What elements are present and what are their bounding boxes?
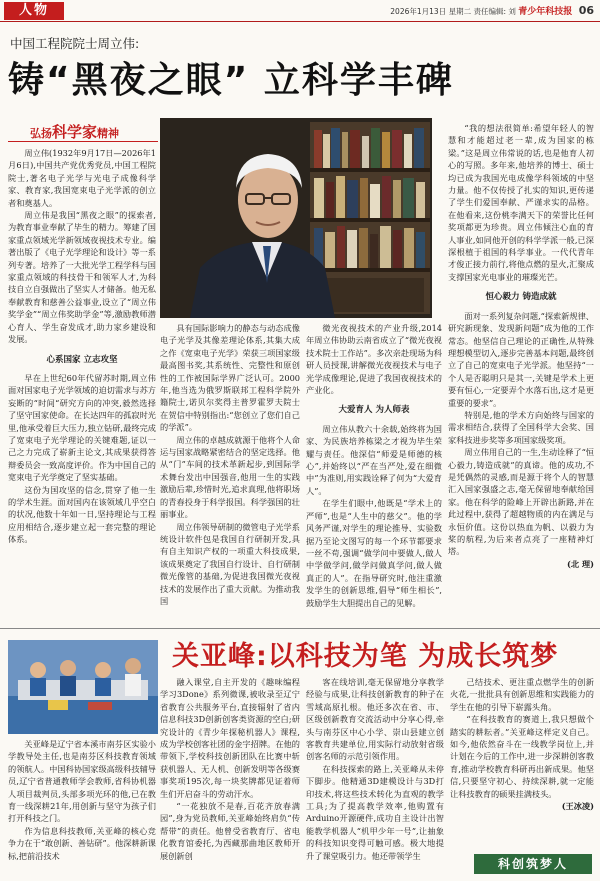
portrait-photo	[160, 118, 432, 318]
subheading-1: 心系国家 立志攻坚	[46, 354, 118, 365]
article1-col3: 微光夜视技术的产业升级,2014年周立伟协助云南省成立了“微光夜视技术院士工作站”。多次亲赴现场为科研人员授课,讲解微光夜视技术与电子光学成像理论,促进了我国夜视技术的产业化。 大爱育人 为人师表 周立伟从教六十余载,始终将为国家、为民族培养栋梁之才视为毕生荣耀与责任。他深信“师爱是师德的核心”,并始终以“严在当严处,爱在细微中”为准则,用实践诠释了何为“大爱育人”。 在学生们眼中,他既是“学术上的严师”,也是“人生中的慈父”。他的学风务严谨,对学生的理论推导、实验数据乃至论文图写的每一个环节都要求一丝不苟,强调“做学问中要做人,做人中学做学问,做学问做真学问,做人做真正的人”。在指导研究时,他注重激发学生的创新思维,倡导“师生相长”,鼓励学生大胆提出自己的见解。	[306, 323, 442, 608]
article1-col1: 周立伟(1932年9月17日—2026年1月6日),中国共产党优秀党员,中国工程院院士,著名电子光学与光电子成像科学家、教育家,我国宽束电子光学派的创立者和奠基人。 周立伟是我国“黑夜之眼”的探索者,为教育事业奉献了毕生的精力。筹建了国家重点领域光学新领域夜视技术专业。编著出版了《电子光学理论和设计》等一系列专著。培养了一大批光学工程学科与国家重点领域的科技骨干和领军人才,为科技自立自强做出了坚实人才储备。他无私奉献教育和慈善公益事业,设立了“周立伟奖学金”“周立伟奖助学金”等,激励教师潜心育人、学生奋发成才,助力家乡建设和发展。 心系国家 立志攻坚 早在上世纪60年代留苏时期,周立伟面对国家电子光学领域的迫切需求与苏方妄断的“时间“研究方向的冲突,毅然选择了坚守国家使命。在长达四年的孤寂时光里,他承受着巨大压力,独立钻研,最终完成了宽束电子光学理论的关键难题,证以一己之力完成了崭新主论文,其成果获得答辩委员会一致高度评价。作为中国自己的宽束电子光学奠定了坚实基础。 这份为国攻坚的信念,贯穿了他一生的学术生涯。面对国内在该领域几乎空白的状况,他数十年如一日,坚持理论与工程应用相结合,逐步建立起一套完整的理论体系。	[8, 148, 156, 545]
byline: (北 理)	[567, 558, 594, 569]
section-tag: 人物	[4, 2, 64, 20]
classroom-photo	[8, 640, 158, 734]
article1-col4: “我的想法很简单:希望年轻人的智慧和才能超过老一辈,成为国家的栋梁。”这是周立伟常说的话,也是他育人初心的写照。多年来,他培养的博士、硕士均已成为我国光电成像学科领域的中坚力量。他不仅传授了扎实的知识,更传递了学生们爱国奉献、严谨求实的品格。在他看来,这份桃李满天下的荣誉比任何奖项都更为珍贵。周立伟倾注心血的育人事业,如同他开创的科学学派一般,已深深根植于祖国的科学事业。一代代青年才俊正接力前行,将他点燃的星火,汇聚成支撑国家光电事业的璀璨光芒。 恒心毅力 铸造成就 面对一系列复杂问题,“探索新规律、研究新现象、发现新问题”成为他的工作常态。他坚信自己理论的正确性,从特殊理想模型切入,逐步完善基本问题,最终创立了自己的宽束电子光学派。他坚持“一个人是否聪明只是其一,关键是学术上更要有恒心,一定要弄个水落石出,这才是更重要的要求”。 特别是,他的学术方向始终与国家的需求相结合,获得了全国科学大会奖、国家科技进步奖等多项国家级奖项。 周立伟用自己的一生,生动诠释了“恒心毅力,铸造成就”的真谛。他的成功,不是凭偶然的灵感,而是源于将个人的智慧汇入国家强盛之志,毫无保留地奉献给国家。他在科学的险峰上开辟出新路,并在此过程中,获得了超越物质的内在满足与永恒价值。这份以热血为帆、以毅力为桨的航程,为后来者点亮了一座精神灯塔。 (北 理)	[448, 123, 594, 569]
article1-col2: 具有国际影响力的静态与动态成像电子光学及其像差理论体系,其集大成之作《宽束电子光学》荣获三项国家级最高图书奖,其系统性、完整性和原创性的工作被国际学界广泛认可。2000年,他当选为俄罗斯联邦工程科学院外籍院士,诺贝尔奖得主普罗霍罗夫院士在贺信中特别指出:“您创立了您们自己的学派”。 周立伟的卓越成就源于他将个人命运与国家战略紧密结合的坚定选择。他从“门”车间的技术革新起步,到国际学术舞台发出中国强音,他用一生的实践激励后辈,珍惜时光,追求真理,他将职场的青春投身于科学报国。科学强国的壮丽事业。 周立伟领导研制的微管电子光学系统设计软件包是我国自行研制开发,具有自主知识产权的一项重大科技成果,该成果奠定了我国自行设计、自行研制微光像管的基础,为促进我国微光夜视技术的发展作出了重大贡献。为推动我国	[160, 323, 300, 606]
article-divider	[0, 628, 600, 629]
article2-col3: 客在线培训,毫无保留地分享教学经验与成果,让科技创新教育的种子在雪域高原扎根。他还多次在省、市、区级创新教育交流活动中分享心得,牵头与南芬区中心小学、崇山县建立创客教育共建单位,用实际行动放射省级创客名师的示范引领作用。 在科技探索的路上,关亚峰从未停下脚步。他精通3D建模设计与3D打印技术,将这些技术转化为直观的教学工具;为了提高教学效率,他购置有Arduino开源硬件,成功自主设计出智能教学机器人“机甲少年一号”,让抽象的科技知识变得可触可感。极大地提升了课堂吸引力。他还带领学生	[306, 677, 444, 861]
article2-col2: 融入课堂,自主开发的《趣味编程 学习3Done》系列微课,被收录至辽宁省教育公共服务平台,直接辐射了省内信息科技3D创新创客类资源的空白;研究设计的《青少年探秘机器人》课程,成为学校创客社团的金字招牌。在他的带领下,学校科技创新团队在比赛中斩获机器人、无人机、创新发明等各级赛事奖项195次,每一块奖牌都见证着师生们开启奋斗的劳动汗水。 “一花独放不是春,百花齐放春满园”,身为党员教师,关亚峰始终肩负“传帮带”的责任。他曾受省教育厅、省电化教育馆委托,为西藏那曲地区教师开展创新创	[160, 677, 300, 861]
page-number: 06	[578, 4, 594, 17]
article2-col1: 关亚峰是辽宁省本溪市南芬区实验小学教导处主任,也是南芬区科技教育领域的领航人。中国科协国家级高级科技辅导员,辽宁省普通教师学会教师,省科协机器人项目裁判员,头部多项光环的他,已在教育一线深耕21年,用创新与坚守为孩子们打开科技之门。 作为信息科技教师,关亚峰的核心竞争力在于“敢创新、善钻研”。他深耕新课标,把前沿技术	[8, 739, 156, 861]
column-badge: 科创筑梦人	[474, 854, 592, 874]
article2-headline: 关亚峰:以科技为笔 为成长筑梦	[172, 641, 559, 672]
issue-weekday: 星期二	[448, 7, 472, 16]
classroom-illustration	[8, 640, 158, 734]
article-kicker: 中国工程院院士周立伟:	[10, 36, 140, 51]
spirit-label: 弘扬科学家精神	[30, 123, 120, 141]
masthead	[390, 4, 594, 17]
page-header	[0, 0, 600, 22]
spirit-rule	[8, 141, 158, 142]
article2-col4: 己结技术、更注重点燃学生的创新火花,一批批具有创新思维和实践能力的学生在他的引导下崭露头角。 “在科技教育的赛道上,我只想做个踏实的耕耘者。”关亚峰这样定义自己。如今,他依然奋斗在一线教学岗位上,并计划在今后的工作中,进一步深耕创客教育,推动学校教育科研再出新成果。他坚信,只要坚守初心、持续深耕,就一定能让科技教育的硕果挂满枝头。 (王冰凌)	[450, 677, 594, 812]
byline-2: (王冰凌)	[561, 801, 594, 812]
subheading-3: 恒心毅力 铸造成就	[485, 292, 557, 303]
portrait-illustration	[160, 118, 432, 318]
subheading-2: 大爱育人 为人师表	[338, 405, 410, 416]
editor-credit: 责任编辑: 刘	[473, 7, 516, 16]
issue-date: 2026年1月13日	[390, 7, 447, 16]
newspaper-name: 青少年科技报	[518, 7, 573, 17]
article-headline: 铸“黑夜之眼” 立科学丰碑	[8, 60, 454, 101]
